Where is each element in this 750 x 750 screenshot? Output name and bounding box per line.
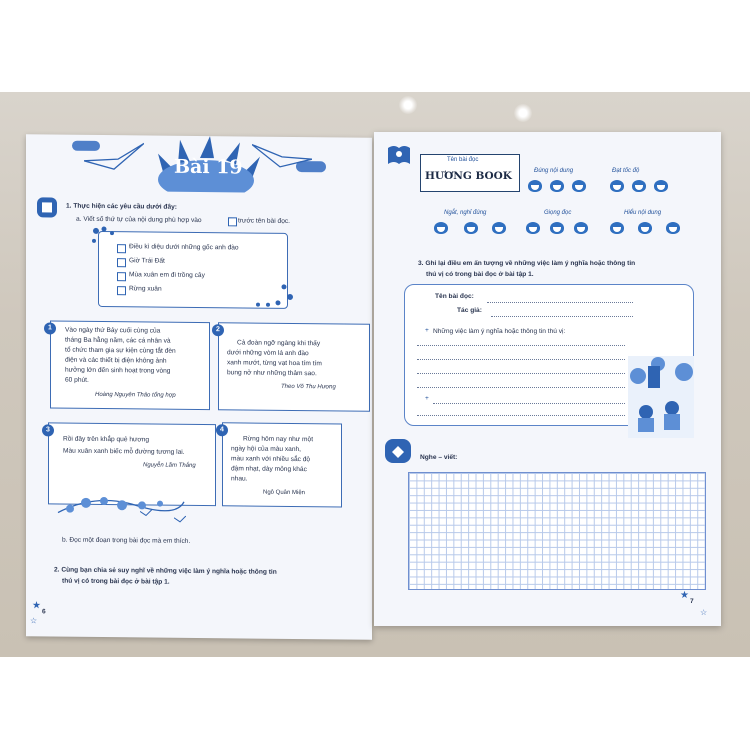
passage-line: Màu xuân xanh biếc mỗ đường tương lai. bbox=[63, 447, 185, 456]
question-3-line-1: 3. Ghi lại điều em ấn tượng về những việc làm ý nghĩa hoặc thông tin bbox=[418, 260, 636, 267]
passage-line: điện và các thiết bị điện không ảnh bbox=[65, 356, 167, 365]
answer-line[interactable] bbox=[417, 415, 625, 416]
book-title-card bbox=[420, 154, 520, 192]
page-number-right: 7 bbox=[690, 598, 694, 605]
handwriting-grid[interactable] bbox=[408, 472, 706, 590]
question-1a-text: a. Viết số thứ tự của nội dung phù hợp vào bbox=[76, 215, 202, 225]
passage-line: dưới những vòm lá anh đào bbox=[227, 349, 309, 358]
criteria-label: Ngắt, nghỉ đúng bbox=[444, 210, 487, 216]
question-2-line-2: thú vị có trong bài đọc ở bài tập 1. bbox=[62, 577, 170, 586]
question-1: 1. Thực hiện các yêu cầu dưới đây: bbox=[66, 202, 177, 211]
ceiling-light bbox=[399, 96, 417, 114]
form-items-label: Những việc làm ý nghĩa hoặc thông tin thú vị: bbox=[433, 328, 566, 335]
page-number-left: 6 bbox=[42, 608, 46, 616]
reading-title: Điều kì diệu dưới những gốc anh đào bbox=[129, 243, 239, 252]
lesson-title: Bài 19 bbox=[174, 155, 243, 179]
answer-line[interactable] bbox=[433, 403, 625, 404]
bird-icon bbox=[140, 509, 152, 517]
book-label: Tên bài đọc bbox=[447, 157, 479, 163]
flower-vine-decoration bbox=[88, 225, 298, 311]
passage-line: bung nở như những thảm sao. bbox=[227, 369, 317, 378]
passage-box-1 bbox=[50, 320, 210, 410]
bird-icon bbox=[174, 516, 186, 524]
face-icon[interactable] bbox=[528, 180, 542, 192]
face-icon[interactable] bbox=[666, 222, 680, 234]
face-icon[interactable] bbox=[632, 180, 646, 192]
passage-line: Vào ngày thứ Bảy cuối cùng của bbox=[65, 326, 161, 335]
face-icon[interactable] bbox=[550, 180, 564, 192]
criteria-label: Đạt tốc độ bbox=[612, 168, 640, 174]
face-icon[interactable] bbox=[610, 180, 624, 192]
open-book-icon bbox=[386, 144, 412, 166]
face-icon[interactable] bbox=[572, 180, 586, 192]
passage-line: Rừng hôm nay như một bbox=[243, 435, 314, 444]
blossom-branch-decoration bbox=[56, 483, 186, 520]
listen-write-label: Nghe – viết: bbox=[420, 454, 458, 461]
left-page bbox=[26, 134, 372, 640]
face-icon[interactable] bbox=[526, 222, 540, 234]
passage-source: Theo Võ Thu Hương bbox=[281, 383, 336, 391]
passage-box-2 bbox=[218, 322, 370, 412]
form-author-label: Tác giả: bbox=[457, 307, 482, 314]
face-icon[interactable] bbox=[492, 222, 506, 234]
star-icon: ☆ bbox=[30, 616, 38, 626]
answer-line[interactable] bbox=[417, 387, 625, 388]
criteria-label: Giọng đọc bbox=[544, 210, 572, 216]
answer-line[interactable] bbox=[417, 345, 625, 346]
passage-box-4 bbox=[222, 422, 342, 507]
question-1a-tail: trước tên bài đọc. bbox=[238, 217, 290, 225]
question-2-line-1: 2. Cùng bạn chia sẻ suy nghĩ về những việc làm ý nghĩa hoặc thông tin bbox=[54, 566, 277, 576]
question-1b: b. Đọc một đoạn trong bài đọc mà em thích. bbox=[62, 536, 191, 545]
bullet: + bbox=[425, 327, 429, 334]
notebook-icon bbox=[36, 196, 58, 218]
passage-line: đậm nhạt, dày mỏng khác bbox=[231, 465, 307, 474]
face-icon[interactable] bbox=[464, 222, 478, 234]
paper-crane-icon bbox=[252, 141, 312, 176]
passage-line: tháng Ba hằng năm, các cá nhân và bbox=[65, 336, 171, 345]
children-planting-trees-illustration bbox=[628, 356, 694, 438]
face-icon[interactable] bbox=[574, 222, 588, 234]
answer-box-sample bbox=[228, 217, 237, 226]
criteria-label: Đúng nội dung bbox=[534, 168, 574, 174]
star-icon: ☆ bbox=[700, 608, 708, 617]
passage-source: Nguyễn Lãm Thắng bbox=[143, 462, 196, 469]
face-icon[interactable] bbox=[654, 180, 668, 192]
form-title-label: Tên bài đọc: bbox=[435, 293, 474, 300]
face-icon[interactable] bbox=[610, 222, 624, 234]
reading-title: Rừng xuân bbox=[129, 285, 162, 293]
book-name: HƯƠNG BOOK bbox=[425, 170, 512, 182]
passage-number: 3 bbox=[42, 424, 54, 436]
paper-crane-icon bbox=[84, 141, 144, 174]
reading-title: Mùa xuân em đi trồng cây bbox=[129, 271, 205, 280]
passage-line: Cả đoàn ngỡ ngàng khi thấy bbox=[237, 339, 321, 348]
answer-line[interactable] bbox=[417, 359, 625, 360]
bullet: + bbox=[425, 395, 429, 402]
face-icon[interactable] bbox=[550, 222, 564, 234]
passage-number: 2 bbox=[212, 324, 224, 336]
title-input-line[interactable] bbox=[487, 302, 633, 303]
ceiling-light bbox=[514, 104, 532, 122]
author-input-line[interactable] bbox=[491, 316, 633, 317]
answer-line[interactable] bbox=[417, 373, 625, 374]
passage-source: Hoàng Nguyên Thảo tổng hợp bbox=[95, 391, 176, 399]
listen-write-icon bbox=[384, 438, 412, 464]
passage-line: màu xanh với nhiều sắc độ bbox=[231, 455, 311, 464]
passage-number: 4 bbox=[216, 424, 228, 436]
criteria-label: Hiểu nội dung bbox=[624, 210, 662, 216]
question-3-line-2: thú vị có trong bài đọc ở bài tập 1. bbox=[426, 271, 534, 278]
star-icon: ★ bbox=[32, 600, 41, 612]
passage-line: hưởng lớn đến sinh hoạt trong vòng bbox=[65, 366, 171, 375]
passage-line: 60 phút. bbox=[65, 376, 89, 384]
face-icon[interactable] bbox=[638, 222, 652, 234]
passage-line: xanh mướt, từng vạt hoa tím tím bbox=[227, 359, 322, 368]
face-icon[interactable] bbox=[434, 222, 448, 234]
passage-line: nhau. bbox=[231, 475, 248, 483]
star-icon: ★ bbox=[680, 590, 689, 601]
passage-number: 1 bbox=[44, 322, 56, 334]
passage-line: tổ chức tham gia sự kiện cùng tắt đèn bbox=[65, 346, 176, 355]
passage-source: Ngô Quân Miện bbox=[263, 489, 306, 497]
reading-title: Giờ Trái Đất bbox=[129, 257, 165, 265]
passage-line: Rồi đây trên khắp quê hương bbox=[63, 435, 150, 444]
passage-line: ngày hội của màu xanh, bbox=[231, 445, 302, 454]
